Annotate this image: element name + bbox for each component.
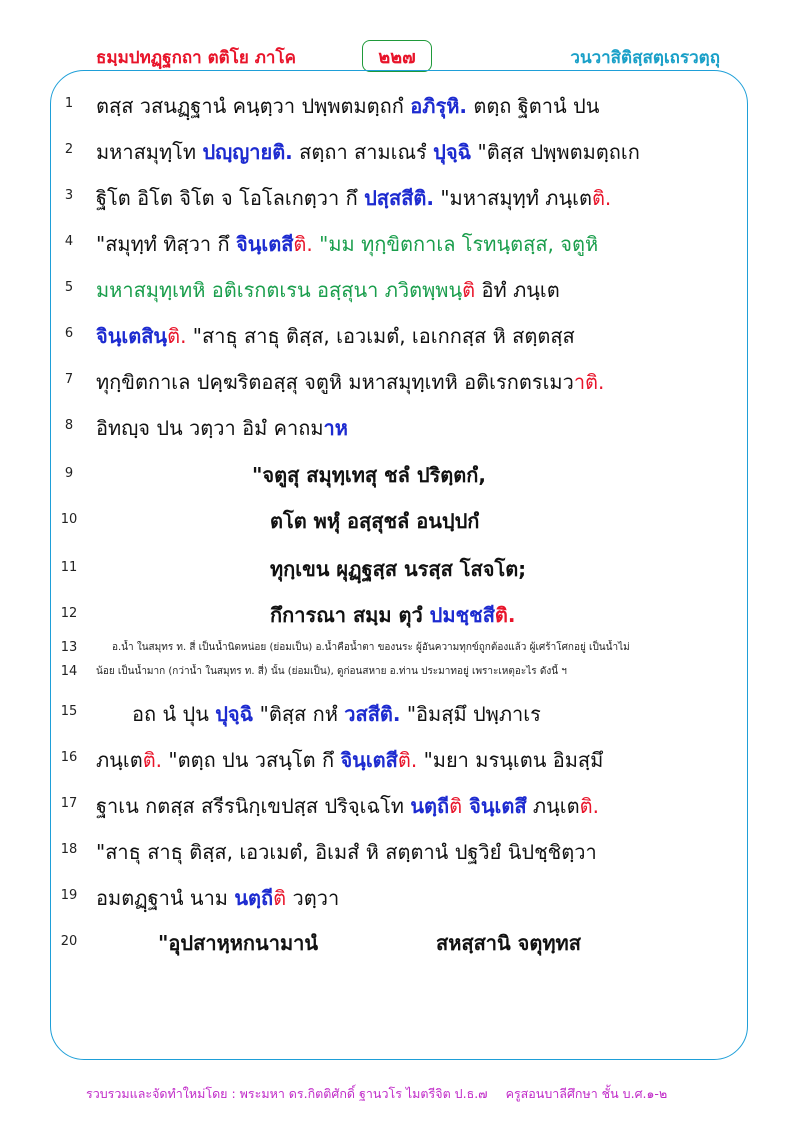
line-number: 7: [64, 372, 74, 387]
line-number: 17: [60, 796, 78, 811]
line-number: 2: [64, 142, 74, 157]
text-line-18: [0, 826, 800, 872]
line-text: อถ นํ ปุน ปุจฺฉิ "ติสฺส กหํ วสสีติ. "อิมสฺมึ ปพฺภาเร: [132, 702, 541, 726]
verse-text: กึการณา สมฺม ตุวํ ปมชฺชสีติ.: [270, 603, 516, 627]
line-number: 15: [60, 704, 78, 719]
note-text: อ.น้ำ ในสมุทร ท. สี่ เป็นน้ำนิดหน่อย (ย่อมเป็น) อ.น้ำคือน้ำตา ของนระ ผู้อันความทุกข์ถูกต้องแล้ว ผู้เศร้าโศกอยู่ เป็นน้ำไม่: [112, 642, 630, 653]
line-number: 16: [60, 750, 78, 765]
text-line-17: [0, 780, 800, 826]
text-line-15: [0, 688, 800, 734]
text-line-16: [0, 734, 800, 780]
text-line-4: [0, 218, 800, 264]
text-line-6: [0, 310, 800, 356]
line-text: ภนฺเต ติ. "ตตฺถ ปน วสนฺโต กึ จินฺเตสี ติ. "มยา มรนฺเตน อิมสฺมึ: [96, 748, 604, 772]
line-text: อิทญฺจ ปน วตฺวา อิมํ คาถม าห: [96, 416, 348, 440]
page-number: ๒๒๗: [362, 40, 432, 72]
line-number: 19: [60, 888, 78, 903]
line-text: อมตฏฺฐานํ นาม นตฺถี ติ วตฺวา: [96, 886, 340, 910]
book-title: ธมฺมปทฏฺฐกถา ตติโย ภาโค: [96, 48, 296, 68]
line-text: มหาสมุทฺโท ปญฺญายติ. สตฺถา สามเณรํ ปุจฺฉิ "ติสฺส ปพฺพตมตฺถเก: [96, 140, 640, 164]
line-number: 13: [60, 640, 78, 655]
teacher-role: ครูสอนบาลีศึกษา ชั้น บ.ศ.๑-๒: [505, 1086, 668, 1101]
verse-line-12: [0, 590, 800, 636]
verse-line-11: [0, 544, 800, 590]
compiler-credit: รวบรวมและจัดทำใหม่โดย : พระมหา ดร.กิตติศักดิ์ ฐานวโร ไมตรีจิต ป.ธ.๗: [86, 1086, 488, 1101]
text-line-3: [0, 172, 800, 218]
line-text: "สมุทฺทํ ทิสฺวา กึ จินฺเตสี ติ. "มม ทุกฺขิตกาเล โรทนฺตสฺส, จตูหิ: [96, 232, 599, 256]
line-text: ตสฺส วสนฏฺฐานํ คนฺตฺวา ปพฺพตมตฺถกํ อภิรุหิ. ตตฺถ ฐิตานํ ปน: [96, 94, 600, 118]
note-text: น้อย เป็นน้ำมาก (กว่าน้ำ ในสมุทร ท. สี่) นั้น (ย่อมเป็น), ดูก่อนสหาย อ.ท่าน ประมาทอยู่ เพราะเหตุอะไร ดังนี้ ฯ: [96, 666, 567, 677]
verse-line-10: [0, 496, 800, 542]
footer: [86, 1084, 667, 1104]
verse-text: "จตูสุ สมุทฺเทสุ ชลํ ปริตฺตกํ,: [252, 463, 486, 487]
line-number: 12: [60, 606, 78, 621]
note-line-14: [0, 660, 800, 684]
text-line-5: [0, 264, 800, 310]
line-text: ฐิโต อิโต จิโต จ โอโลเกตฺวา กึ ปสฺสสีติ. "มหาสมุทฺทํ ภนฺเต ติ.: [96, 186, 612, 210]
text-line-1: [0, 80, 800, 126]
line-text: ทุกฺขิตกาเล ปคฺฆริตอสฺสุ จตูหิ มหาสมุทฺเทหิ อติเรกตรเมว าติ.: [96, 370, 605, 394]
line-text: มหาสมุทฺเทหิ อติเรกตเรน อสฺสุนา ภวิตพฺพนฺ ติ อิทํ ภนฺเต: [96, 278, 560, 302]
note-line-13: [0, 636, 800, 660]
line-number: 10: [60, 512, 78, 527]
verse-text: "อุปสาหฺหกนามานํ: [158, 931, 319, 955]
line-number: 9: [64, 466, 74, 481]
line-number: 8: [64, 418, 74, 433]
verse-line-20: [0, 918, 800, 964]
line-number: 14: [60, 664, 78, 679]
text-line-8: [0, 402, 800, 448]
verse-text: สหสฺสานิ จตุทฺทส: [436, 931, 581, 955]
line-number: 4: [64, 234, 74, 249]
line-number: 6: [64, 326, 74, 341]
text-line-2: [0, 126, 800, 172]
verse-line-9: [0, 450, 800, 496]
story-title: วนวาสิติสฺสตฺเถรวตฺถุ: [570, 48, 720, 68]
line-number: 3: [64, 188, 74, 203]
text-line-19: [0, 872, 800, 918]
line-number: 18: [60, 842, 78, 857]
line-number: 1: [64, 96, 74, 111]
line-text: "สาธุ สาธุ ติสฺส, เอวเมตํ, อิเมสํ หิ สตฺตานํ ปฐวิยํ นิปชฺชิตฺวา: [96, 840, 597, 864]
text-line-7: [0, 356, 800, 402]
line-text: จินฺเตสินฺ ติ. "สาธุ สาธุ ติสฺส, เอวเมตํ, เอเกกสฺส หิ สตฺตสฺส: [96, 324, 575, 348]
line-number: 5: [64, 280, 74, 295]
line-text: ฐาเน กตสฺส สรีรนิกฺเขปสฺส ปริจฺเฉโท นตฺถี ติ จินฺเตสึ ภนฺเต ติ.: [96, 794, 599, 818]
verse-text: ทุกฺเขน ผุฏฺฐสฺส นรสฺส โสจโต;: [270, 557, 527, 581]
line-number: 20: [60, 934, 78, 949]
line-number: 11: [60, 560, 78, 575]
verse-text: ตโต พหุํ อสฺสุชลํ อนปฺปกํ: [270, 509, 480, 533]
